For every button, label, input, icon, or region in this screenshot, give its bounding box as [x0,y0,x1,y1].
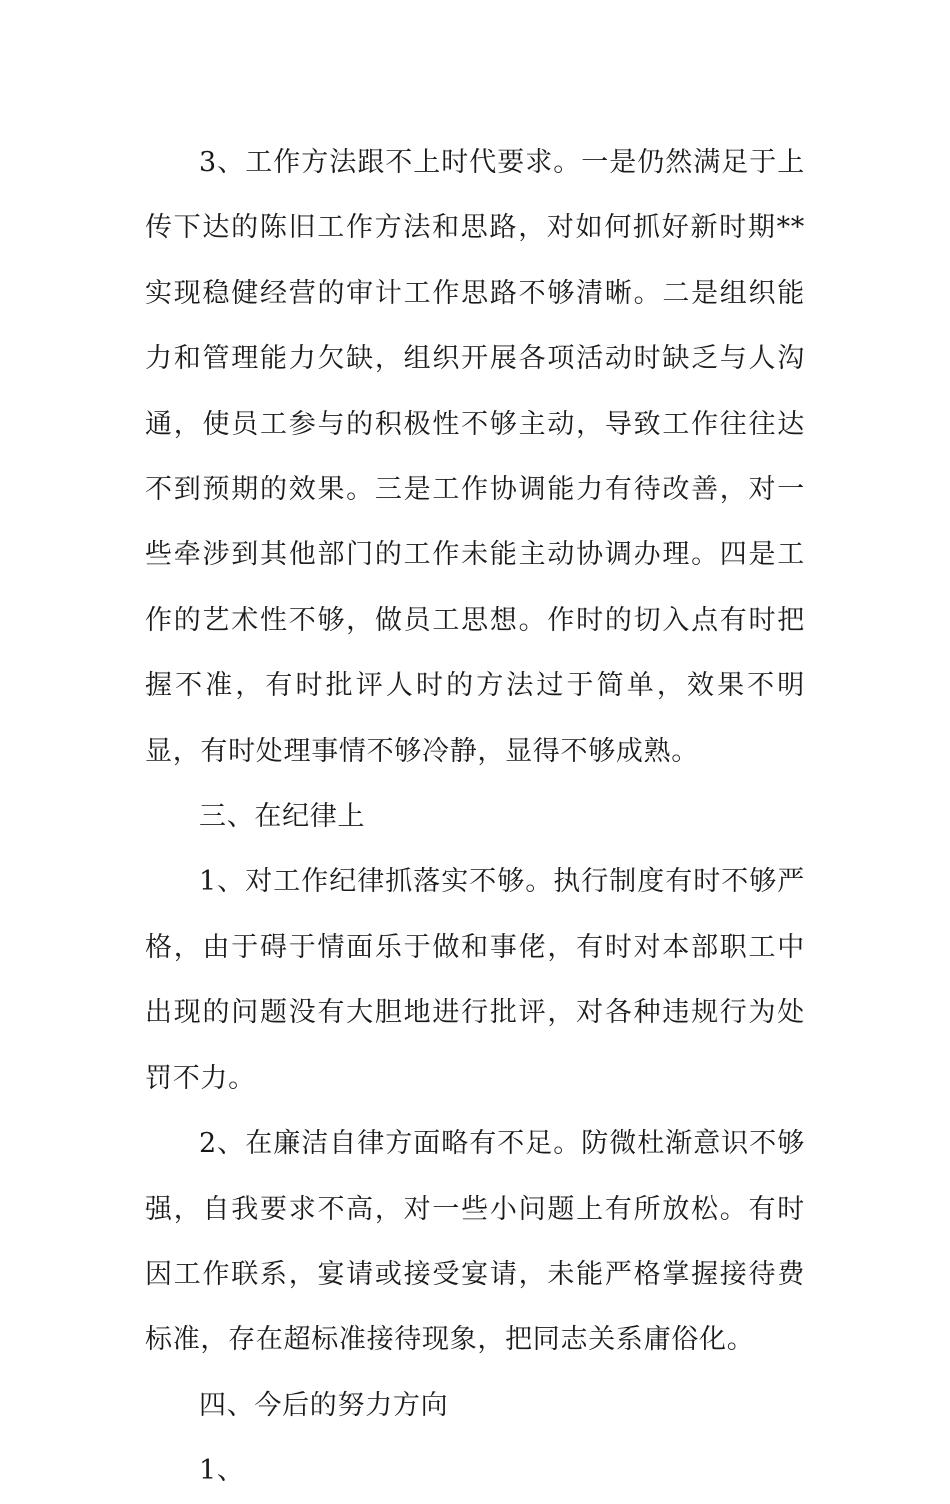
paragraph-work-discipline: 1、对工作纪律抓落实不够。执行制度有时不够严格，由于碍于情面乐于做和事佬，有时对本部职工中出现的问题没有大胆地进行批评，对各种违规行为处罚不力。 [145,866,805,1094]
document-body [145,130,805,1504]
paragraph-item-one: 1、 [199,1455,245,1487]
paragraph-integrity: 2、在廉洁自律方面略有不足。防微杜渐意识不够强，自我要求不高，对一些小问题上有所放松。有时因工作联系，宴请或接受宴请，未能严格掌握接待费标准，存在超标准接待现象，把同志关系庸俗化。 [145,1128,805,1356]
paragraph-work-methods: 3、工作方法跟不上时代要求。一是仍然满足于上传下达的陈旧工作方法和思路，对如何抓好新时期**实现稳健经营的审计工作思路不够清晰。二是组织能力和管理能力欠缺，组织开展各项活动时缺乏与人沟通，使员工参与的积极性不够主动，导致工作往往达不到预期的效果。三是工作协调能力有待改善，对一些牵涉到其他部门的工作未能主动协调办理。四是工作的艺术性不够，做员工思想。作时的切入点有时把握不准，有时批评人时的方法过于简单，效果不明显，有时处理事情不够冷静，显得不够成熟。 [145,147,805,767]
section-heading-discipline: 三、在纪律上 [199,801,366,833]
section-heading-future-direction: 四、今后的努力方向 [199,1389,449,1421]
